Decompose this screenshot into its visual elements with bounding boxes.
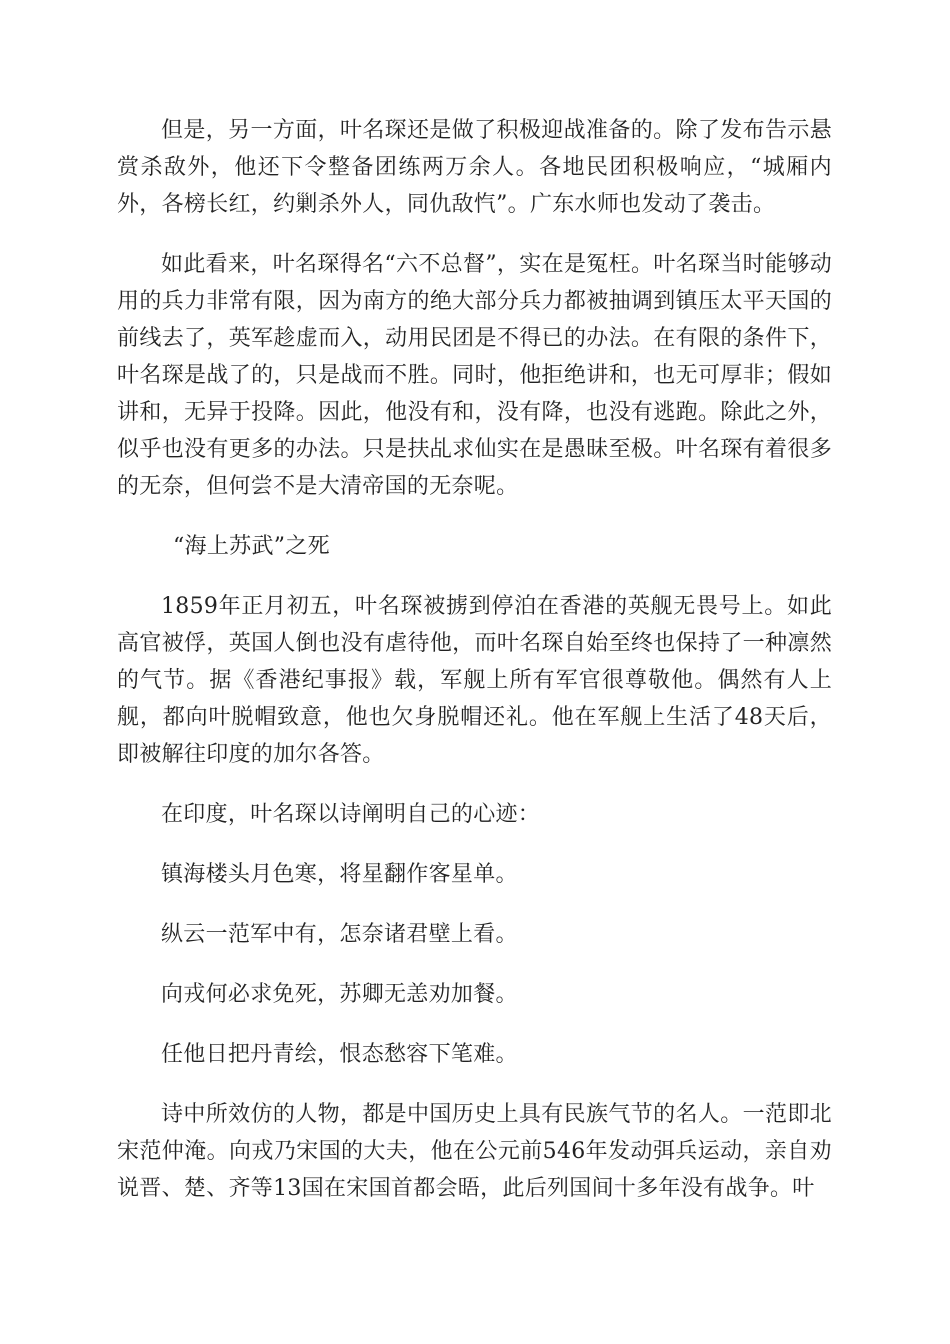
poem-line-4: 任他日把丹青绘，恨态愁容下笔难。 bbox=[161, 1042, 518, 1067]
paragraph-captivity: 1859年正月初五，叶名琛被掳到停泊在香港的英舰无畏号上。如此高官被俘，英国人倒也没有虐待他，而叶名琛自始至终也保持了一种凛然的气节。据《香港纪事报》载，军舰上所有军官很尊敬他。偶然有人上舰，都向叶脱帽致意，他也欠身脱帽还礼。他在军舰上生活了48天后，即被解往印度的加尔各答。 bbox=[117, 594, 832, 767]
paragraph-strategy: 但是，另一方面，叶名琛还是做了积极迎战准备的。除了发布告示悬赏杀敌外，他还下令整备团练两万余人。各地民团积极响应，“城厢内外，各榜长红，约剿杀外人，同仇敌忾”。广东水师也发动了袭击。 bbox=[117, 118, 832, 217]
paragraph-assessment: 如此看来，叶名琛得名“六不总督”，实在是冤枉。叶名琛当时能够动用的兵力非常有限，因为南方的绝大部分兵力都被抽调到镇压太平天国的前线去了，英军趁虚而入，动用民团是不得已的办法。在有限的条件下，叶名琛是战了的，只是战而不胜。同时，他拒绝讲和，也无可厚非；假如讲和，无异于投降。因此，他没有和，没有降，也没有逃跑。除此之外，似乎也没有更多的办法。只是扶乩求仙实在是愚昧至极。叶名琛有着很多的无奈，但何尝不是大清帝国的无奈呢。 bbox=[117, 252, 832, 499]
section-heading: “海上苏武”之死 bbox=[173, 534, 330, 559]
poem-line-3: 向戎何必求免死，苏卿无恙劝加餐。 bbox=[161, 982, 518, 1007]
paragraph-poem-analysis: 诗中所效仿的人物，都是中国历史上具有民族气节的名人。一范即北宋范仲淹。向戎乃宋国的大夫，他在公元前546年发动弭兵运动，亲自劝说晋、楚、齐等13国在宋国首都会晤，此后列国间十多年没有战争。叶 bbox=[117, 1102, 832, 1201]
poem-line-1: 镇海楼头月色寒，将星翻作客星单。 bbox=[161, 862, 518, 887]
paragraph-poem-intro: 在印度，叶名琛以诗阐明自己的心迹： bbox=[161, 802, 541, 827]
poem-line-2: 纵云一范军中有，怎奈诸君壁上看。 bbox=[161, 922, 518, 947]
